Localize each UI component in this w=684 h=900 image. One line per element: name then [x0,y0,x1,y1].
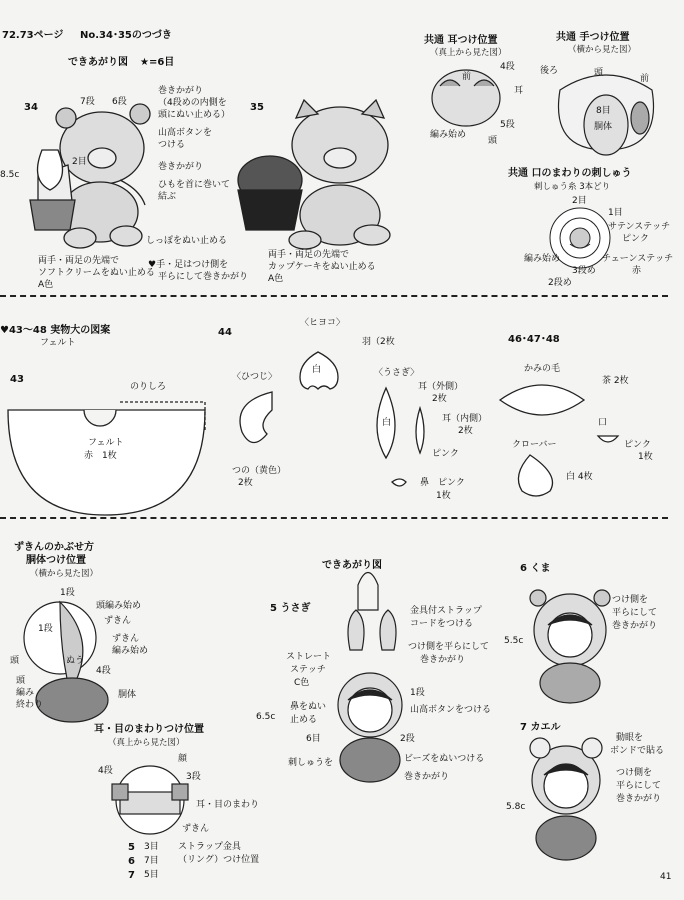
label: しっぽをぬい止める [146,236,228,246]
label: 平らにして巻きかがり [158,272,249,282]
label: 止める [290,715,318,725]
label: 巻きかがり [420,655,466,665]
star-note: ★=6目 [140,57,175,68]
label: 顔 [178,754,188,764]
section-divider [0,517,668,519]
label: 鼻をぬい [290,702,327,712]
label: 編み始め [524,254,561,264]
label: 羽（2枚 [362,337,395,347]
label: 口 [598,418,608,428]
label: 前 [462,72,472,82]
label: 茶 2枚 [602,376,629,386]
label: （横から見た図） [30,569,99,579]
label: 編み始め [112,646,149,656]
label: 1枚 [638,452,653,462]
label: 6目 [306,734,321,744]
label: 7段 [80,97,95,107]
item-number: 6 くま [520,563,551,574]
label: 1枚 [436,491,451,501]
ear-eye-diagram [112,766,188,834]
label: 巻きかがり [404,772,450,782]
label: 赤 1枚 [84,451,117,461]
label: 巻きかがり [616,794,662,804]
label: 3段め [572,266,596,276]
label: 1段 [60,588,75,598]
label: ボンドで貼る [610,746,665,756]
label: （真上から見た図） [108,738,185,748]
label: ぬう [66,656,85,666]
page-number: 41 [660,872,672,882]
label: 前 [640,74,650,84]
label: 7目 [144,856,159,866]
size-label: 5.8c [506,802,526,812]
label: 〈ひつじ〉 [232,372,278,382]
label: サテンステッチ [608,222,671,232]
label: 平らにして [612,608,658,618]
label: 2枚 [432,394,447,404]
section-title: 共通 耳つけ位置 [424,35,498,46]
bear-doll [530,590,610,703]
section-title: 耳・目のまわりつけ位置 [94,724,204,735]
label: 白 [312,365,322,375]
label: 動眼を [616,733,644,743]
label: （リング）つけ位置 [178,855,260,865]
label: フェルト [88,438,124,448]
label: 1目 [608,208,623,218]
label: 1段 [38,624,53,634]
label: 4段 [96,666,111,676]
label: 2目 [72,157,87,167]
label: ピンク [624,440,651,450]
label: 両手・両足の先端で [268,250,350,260]
label: カップケーキをぬい止める [268,262,376,272]
section-title: 共通 口のまわりの刺しゅう [508,168,632,179]
label: つの（黄色） [232,466,287,476]
label: 後ろ [540,66,559,76]
label: 巻きかがり [158,162,204,172]
label: C色 [294,678,310,688]
label: 5目 [144,870,159,880]
label: 1段 [410,688,425,698]
label: 〈うさぎ〉 [374,368,420,378]
label: ソフトクリームをぬい止める [38,268,155,278]
label: 6段 [112,97,127,107]
label: のりしろ [130,382,167,392]
label: （横から見た図） [568,45,637,55]
finished-title: できあがり図 [68,57,128,68]
label: 頭 [16,676,26,686]
label: 胴体 [118,690,137,700]
label: コードをつける [410,619,474,629]
label: ビーズをぬいつける [404,754,485,764]
label: 刺しゅうを [288,758,334,768]
label: 頭 [594,68,604,78]
label: つけ側を [612,595,649,605]
label: 金具付ストラップ [410,606,482,616]
label: つけ側を [616,768,653,778]
label: 頭にぬい止める） [158,110,231,120]
label: 両手・両足の先端で [38,256,120,266]
label: チェーンステッチ [602,254,674,264]
size-label: 8.5c [0,170,20,180]
pattern-horn-shape [240,392,272,443]
label: ずきん [112,634,140,644]
label: 刺しゅう糸 3本どり [534,182,611,192]
size-label: 5.5c [504,636,524,646]
section-title: ♥43～48 実物大の図案 [0,325,111,336]
label: かみの毛 [524,364,561,374]
label: クローバー [512,440,557,450]
item-number: 7 カエル [520,722,561,733]
frog-doll [530,738,602,860]
label: ひもを首に巻いて [158,180,231,190]
size-label: 6.5c [256,712,276,722]
page-title: No.34･35のつづき [80,30,172,41]
label: 7 [128,870,135,881]
label: 耳・目のまわり [196,800,260,810]
label: 耳（外側） [418,382,464,392]
label: 耳（内側） [442,414,488,424]
label: 山高ボタンをつける [410,705,492,715]
label: つける [158,140,186,150]
item-number: 43 [10,374,24,385]
label: 鼻 ピンク [420,478,465,488]
item-number: 34 [24,102,38,113]
label: ストラップ金具 [178,842,241,852]
label: ステッチ [290,665,326,675]
label: 〈ヒヨコ〉 [300,318,346,328]
label: 胴体 [594,122,613,132]
label: 2段 [400,734,415,744]
pattern-rabbit-ear [377,388,424,486]
label: ピンク [432,449,459,459]
label: 3目 [144,842,159,852]
label: ずきん [182,824,210,834]
label: 2目 [572,196,587,206]
item-number: 35 [250,102,264,113]
pig-35-illustration [238,100,390,249]
label: 4段 [500,62,515,72]
label: つけ側を平らにして [408,642,490,652]
rabbit-doll [338,573,402,783]
section-title: できあがり図 [322,560,382,571]
label: 5段 [500,120,515,130]
section-title: ずきんのかぶせ方 [14,542,94,553]
label: ストレート [286,652,332,662]
label: 巻きかがり [612,621,658,631]
label: 山高ボタンを [158,128,213,138]
label: 結ぶ [158,192,177,202]
label: ずきん [104,616,132,626]
label: A色 [38,280,54,290]
label: 終わり [16,700,44,710]
label: 平らにして [616,781,662,791]
label: ♥手・足はつけ側を [148,260,229,270]
label: 巻きかがり [158,86,204,96]
label: 白 4枚 [566,472,593,482]
page-ref: 72.73ページ [2,30,64,41]
label: 2段め [548,278,572,288]
label: 頭編み始め [96,601,142,611]
label: 赤 [632,266,642,276]
label: 頭 [488,136,498,146]
label: 5 [128,842,135,853]
label: フェルト [40,338,76,348]
label: 2枚 [458,426,473,436]
item-number: 5 うさぎ [270,603,311,614]
label: 4段 [98,766,113,776]
label: 頭 [10,656,20,666]
label: 編み始め [430,130,467,140]
label: 白 [382,418,392,428]
label: 編み [16,688,35,698]
section-title: 共通 手つけ位置 [556,32,630,43]
section-divider [0,295,668,297]
label: A色 [268,274,284,284]
bear-34-illustration [30,104,150,248]
label: （真上から見た図） [430,48,507,58]
item-number: 44 [218,327,232,338]
label: 耳 [514,86,524,96]
label: 8目 [596,106,611,116]
label: 6 [128,856,135,867]
label: ピンク [622,234,649,244]
item-number: 46･47･48 [508,334,560,345]
label: 3段 [186,772,201,782]
label: 2枚 [238,478,253,488]
label: （4段めの内側を [158,98,227,108]
section-title: 胴体つけ位置 [26,555,86,566]
